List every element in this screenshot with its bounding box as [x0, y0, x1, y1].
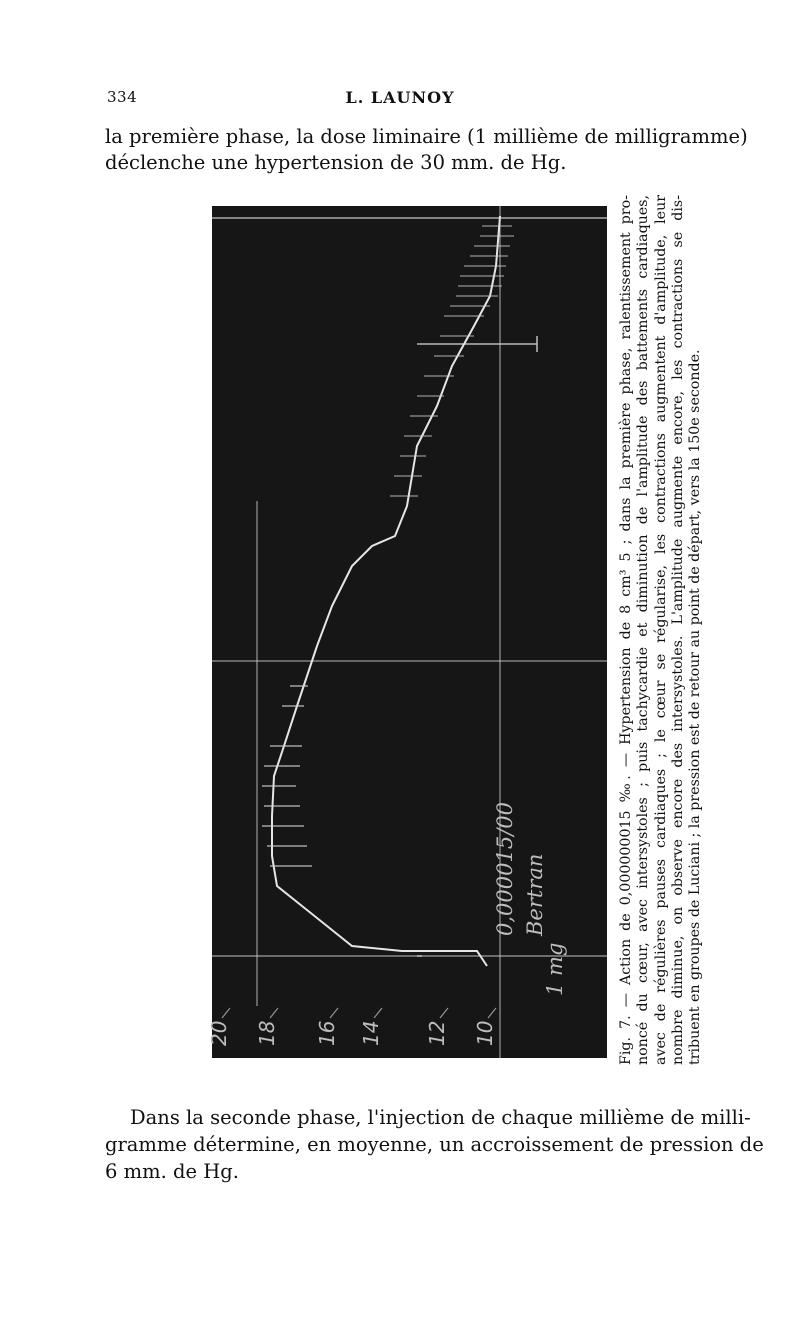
- page-number: 334: [107, 88, 138, 106]
- body-line: gramme détermine, en moyenne, un accroissement de pression de: [105, 1133, 764, 1156]
- caption-line: Fig. 7. — Action de 0,000000015 ‰. — Hypertension de 8 cm³ 5 ; dans la première phase, ralentissement pro-: [618, 195, 634, 1065]
- caption-line: nombre diminue, on observe encore des intersystoles. L'amplitude augmente encore, les contractions se dis-: [669, 195, 686, 1065]
- body-line: Dans la seconde phase, l'injection de chaque millième de milli-: [130, 1106, 751, 1129]
- scale-label-20: 20: [207, 1020, 231, 1046]
- scale-label-10: 10: [473, 1020, 497, 1046]
- kymograph-trace-image: [207, 206, 607, 1058]
- body-line: 6 mm. de Hg.: [105, 1160, 239, 1183]
- intro-paragraph: [105, 124, 748, 176]
- handwritten-dose-annotation: 0,000015/00: [493, 802, 517, 936]
- figure-caption: [618, 195, 722, 1065]
- scale-label-16: 16: [315, 1020, 339, 1046]
- body-paragraph: [105, 1104, 764, 1185]
- figure-caption-container: [618, 195, 722, 1065]
- caption-line: noncé du cœur, avec intersystoles ; puis tachycardie et diminution de l'amplitude des battements cardiaques,: [635, 195, 652, 1065]
- handwritten-mg-annotation: 1 mg: [543, 942, 567, 996]
- caption-line: avec de régulières pauses cardiaques ; le cœur se régularise, les contractions augmentent d'amplitude, leur: [652, 195, 669, 1065]
- intro-line: la première phase, la dose liminaire (1 millième de milligramme): [105, 125, 748, 148]
- handwritten-name-annotation: Bertran: [523, 853, 547, 936]
- kymograph-figure: [207, 206, 607, 1058]
- caption-line: tribuent en groupes de Luciani ; la pression est de retour au point de départ, vers la 150e seconde.: [687, 349, 704, 1065]
- scale-label-14: 14: [359, 1020, 383, 1046]
- intro-line: déclenche une hypertension de 30 mm. de Hg.: [105, 151, 567, 174]
- scale-label-18: 18: [255, 1020, 279, 1046]
- running-header-author: L. LAUNOY: [345, 88, 455, 107]
- scale-label-12: 12: [425, 1020, 449, 1046]
